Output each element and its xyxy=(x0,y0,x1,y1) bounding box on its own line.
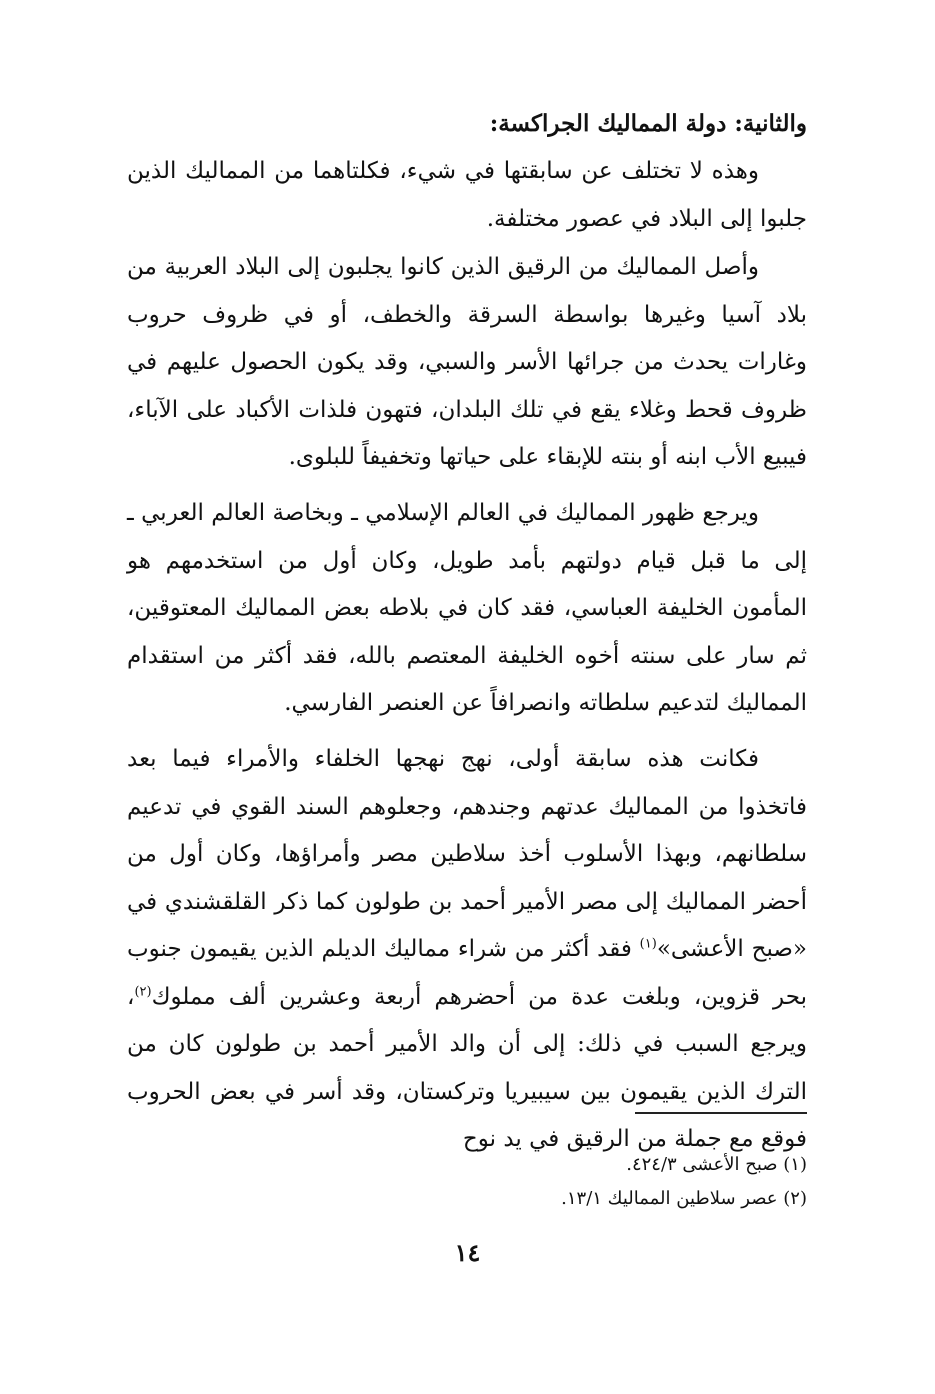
paragraph-1: وهذه لا تختلف عن سابقتها في شيء، فكلتاهما من المماليك الذين جلبوا إلى البلاد في عصور مختلفة. xyxy=(127,158,807,232)
footnote-ref-1: (١) xyxy=(639,936,657,952)
paragraph-4-part-2: فقد أكثر من شراء مماليك الديلم الذين يقيمون جنوب بحر قزوين، وبلغت عدة من أحضرهم أربعة وعشرين ألف مملوك xyxy=(127,936,807,1010)
footnote-separator xyxy=(635,1112,807,1114)
footnote-1: (١) صبح الأعشى ٤٢٤/٣. xyxy=(626,1154,807,1175)
paragraph-4-part-1: فكانت هذه سابقة أولى، نهج نهجها الخلفاء والأمراء فيما بعد فاتخذوا من المماليك عدتهم وجندهم، وجعلوهم السند القوي في تدعيم سلطانهم، وبهذا الأسلوب أخذ سلاطين مصر وأمراؤها، وكان أول من أحضر المماليك إلى مصر الأمير أحمد بن طولون كما ذكر القلقشندي في «صبح الأعشى» xyxy=(127,746,807,962)
paragraph-2: وأصل المماليك من الرقيق الذين كانوا يجلبون إلى البلاد العربية من بلاد آسيا وغيرها بواسطة السرقة والخطف، أو في ظروف حروب وغارات يحدث من جرائها الأسر والسبي، وقد يكون الحصول عليهم في ظروف قحط وغلاء يقع في تلك البلدان، فتهون فلذات الأكباد على الآباء، فيبيع الأب ابنه أو بنته للإبقاء على حياتها وتخفيفاً للبلوى. xyxy=(127,254,807,470)
paragraph-4 xyxy=(127,736,807,1164)
section-heading: والثانية: دولة المماليك الجراكسة: xyxy=(489,110,807,137)
footnotes xyxy=(127,1148,807,1216)
footnote-ref-2: (٢) xyxy=(134,983,152,999)
paragraph-4-part-3: ، ويرجع السبب في ذلك: إلى أن والد الأمير أحمد بن طولون كان من الترك الذين يقيمون بين سيبيريا وتركستان، وقد أسر في بعض الحروب فوقع مع جملة من الرقيق في يد نوح xyxy=(127,983,807,1152)
page-number: ١٤ xyxy=(454,1238,481,1267)
paragraph-3: ويرجع ظهور المماليك في العالم الإسلامي ـ وبخاصة العالم العربي ـ إلى ما قبل قيام دولتهم بأمد طويل، وكان أول من استخدمهم هو المأمون الخليفة العباسي، فقد كان في بلاطه بعض المماليك المعتوقين، ثم سار على سنته أخوه الخليفة المعتصم بالله، فقد أكثر من استقدام المماليك لتدعيم سلطاته وانصرافاً عن العنصر الفارسي. xyxy=(127,500,807,716)
footnote-2: (٢) عصر سلاطين المماليك ١٣/١. xyxy=(561,1188,807,1209)
